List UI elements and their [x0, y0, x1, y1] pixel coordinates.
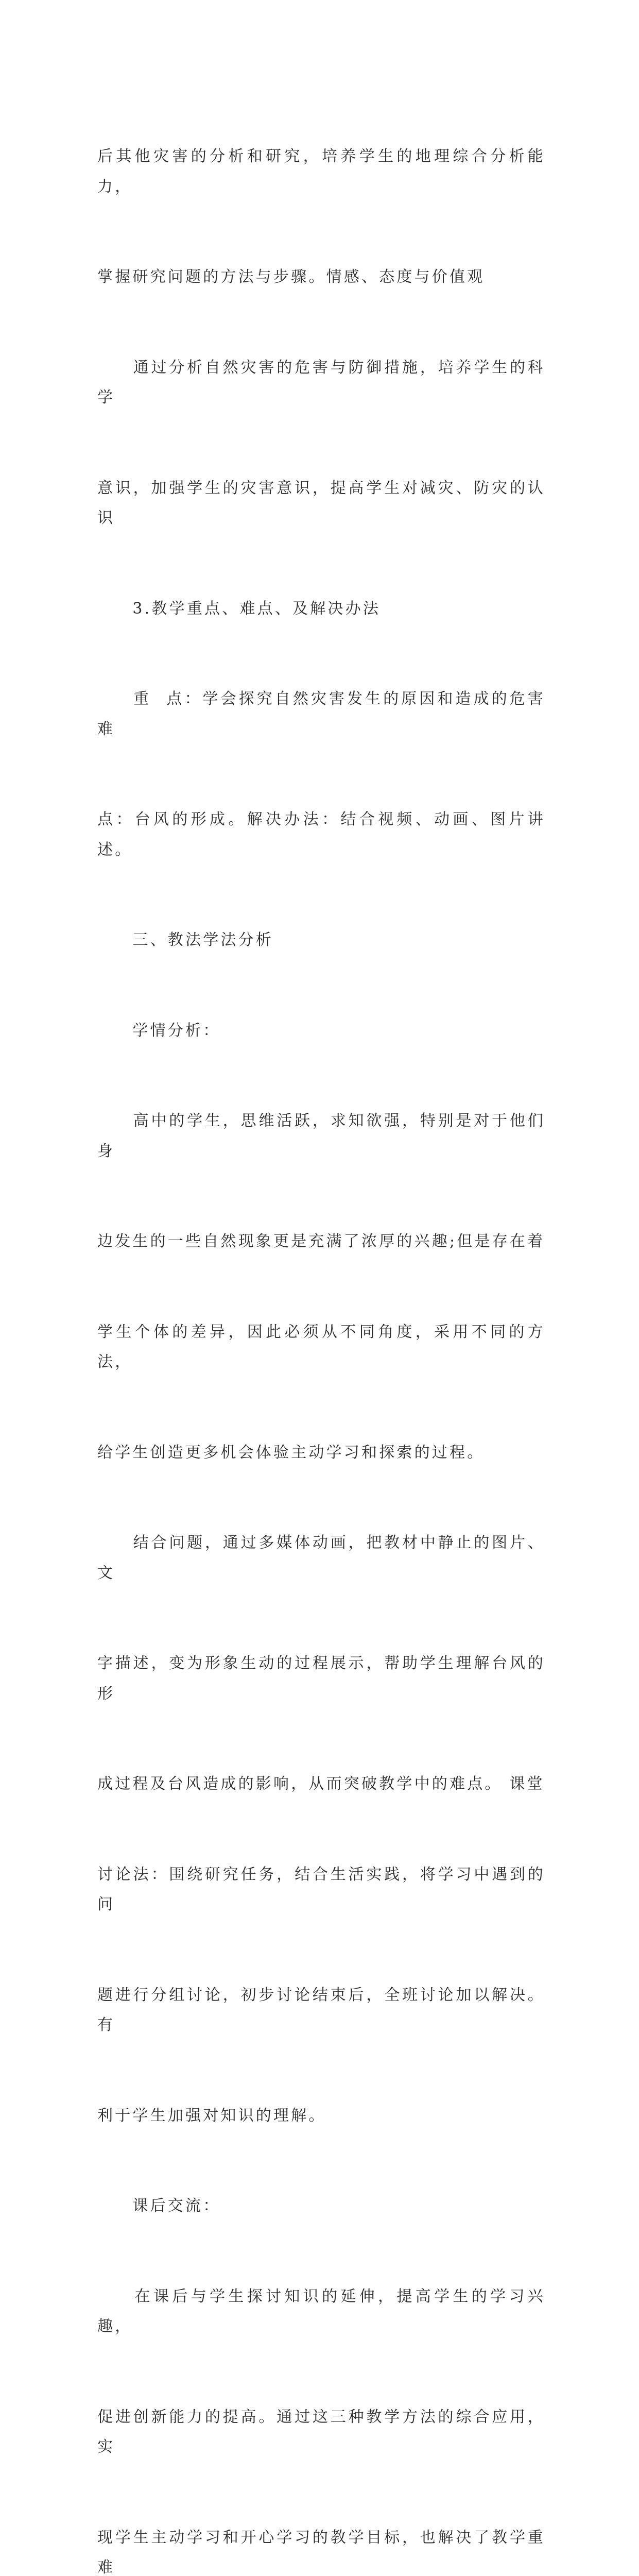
text-line: 高中的学生，思维活跃，求知欲强，特别是对于他们身 [97, 1106, 545, 1166]
document-body [97, 81, 545, 2576]
text-line: 题进行分组讨论，初步讨论结束后，全班讨论加以解决。有 [97, 1980, 545, 2041]
text-line: 边发生的一些自然现象更是充满了浓厚的兴趣;但是存在着 [97, 1227, 545, 1257]
text-line: 后其他灾害的分析和研究，培养学生的地理综合分析能力， [97, 142, 545, 202]
text-line: 通过分析自然灾害的危害与防御措施，培养学生的科学 [97, 353, 545, 413]
text-line: 3.教学重点、难点、及解决办法 [97, 594, 545, 624]
text-line: 字描述，变为形象生动的过程展示，帮助学生理解台风的形 [97, 1649, 545, 1709]
text-line: 现学生主动学习和开心学习的教学目标，也解决了教学重难 [97, 2523, 545, 2576]
document-page [0, 0, 639, 904]
text-line: 给学生创造更多机会体验主动学习和探索的过程。 [97, 1438, 545, 1468]
text-line: 重 点：学会探究自然灾害发生的原因和造成的危害 难 [97, 684, 545, 744]
text-line: 讨论法：围绕研究任务，结合生活实践，将学习中遇到的问 [97, 1860, 545, 1920]
text-line: 点：台风的形成。解决办法：结合视频、动画、图片讲述。 [97, 805, 545, 865]
text-line: 意识，加强学生的灾害意识，提高学生对减灾、防灾的认识 [97, 473, 545, 534]
text-line: 学生个体的差异，因此必须从不同角度，采用不同的方法， [97, 1317, 545, 1378]
text-line: 掌握研究问题的方法与步骤。情感、态度与价值观 [97, 262, 545, 293]
text-line: 成过程及台风造成的影响，从而突破教学中的难点。 课堂 [97, 1769, 545, 1800]
text-line: 课后交流： [97, 2191, 545, 2222]
section-heading: 三、教法学法分析 [97, 925, 545, 956]
text-line: 在课后与学生探讨知识的延伸，提高学生的学习兴趣， [97, 2282, 545, 2342]
text-line: 学情分析： [97, 1016, 545, 1046]
text-line: 利于学生加强对知识的理解。 [97, 2101, 545, 2131]
text-line: 促进创新能力的提高。通过这三种教学方法的综合应用，实 [97, 2402, 545, 2463]
text-line: 结合问题，通过多媒体动画，把教材中静止的图片、文 [97, 1528, 545, 1588]
